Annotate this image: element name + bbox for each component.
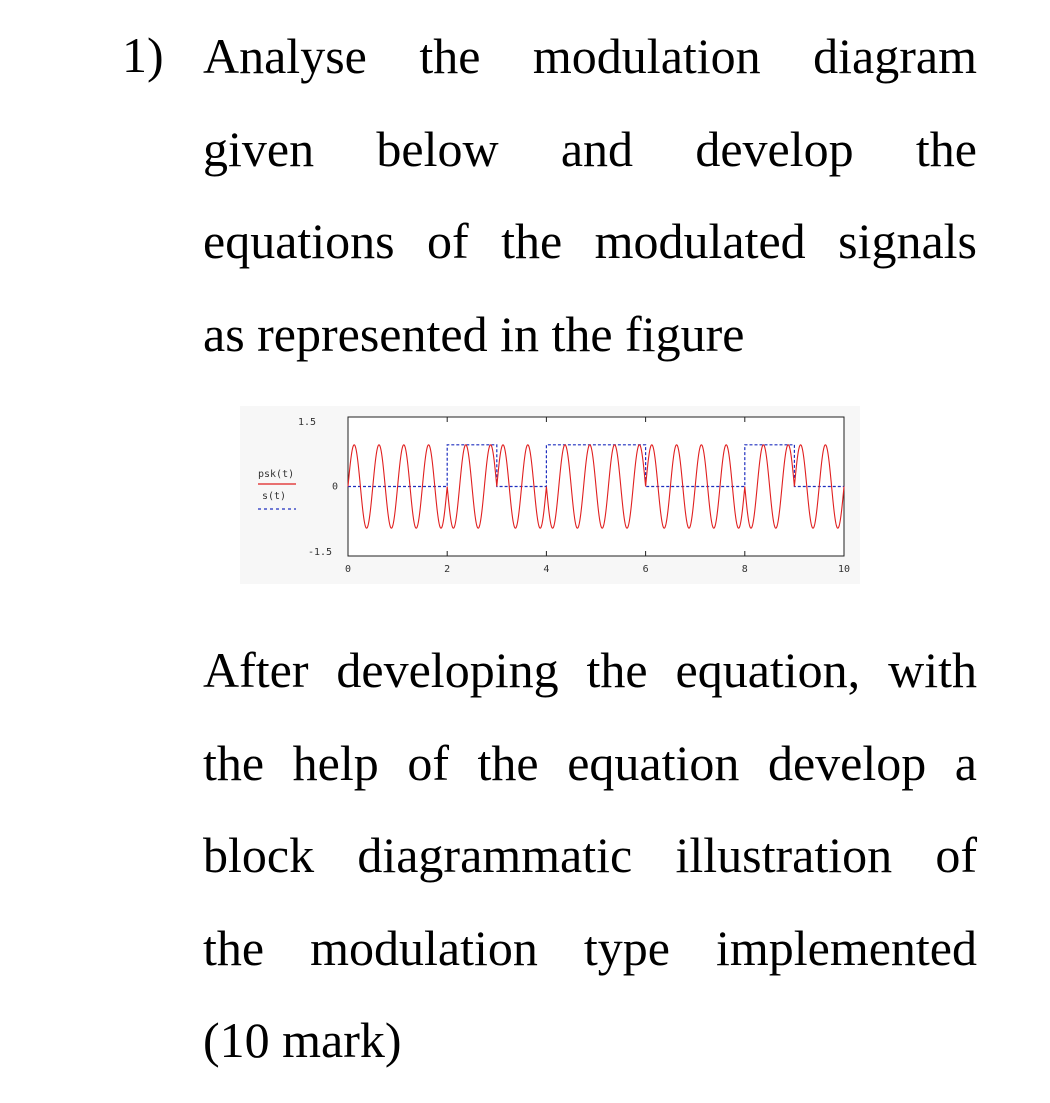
y-tick-label: -1.5: [308, 547, 333, 558]
para2-line: block diagrammatic illustration of: [203, 827, 977, 883]
para1-line: equations of the modulated signals: [203, 213, 977, 269]
question-paragraph-2: [203, 624, 977, 1087]
chart-legend: [258, 469, 296, 509]
x-tick-label: 10: [837, 564, 851, 575]
chart-axes: [298, 417, 850, 575]
para1-line: as represented in the figure: [203, 305, 745, 362]
para2-line: the modulation type implemented: [203, 919, 977, 976]
para2-line: After developing the equation, with: [203, 642, 977, 698]
legend-label-s: s(t): [262, 491, 287, 502]
y-tick-label: 1.5: [298, 417, 317, 428]
y-tick-label: 0: [331, 481, 338, 493]
x-tick-label: 0: [344, 564, 352, 575]
x-tick-label: 6: [642, 564, 649, 575]
legend-label-psk: psk(t): [258, 469, 295, 480]
question-paragraph-1: [203, 10, 977, 380]
x-tick-label: 2: [444, 564, 451, 575]
para2-line: the help of the equation develop a: [203, 734, 977, 791]
para2-line: (10 mark): [203, 1012, 402, 1068]
para1-line: given below and develop the: [203, 120, 977, 177]
psk-modulation-figure: [240, 406, 860, 584]
question-number: 1): [122, 27, 164, 83]
x-tick-label: 4: [543, 564, 550, 575]
x-tick-label: 8: [741, 564, 748, 575]
psk-chart: [240, 406, 860, 584]
para1-line: Analyse the modulation diagram: [203, 28, 977, 84]
